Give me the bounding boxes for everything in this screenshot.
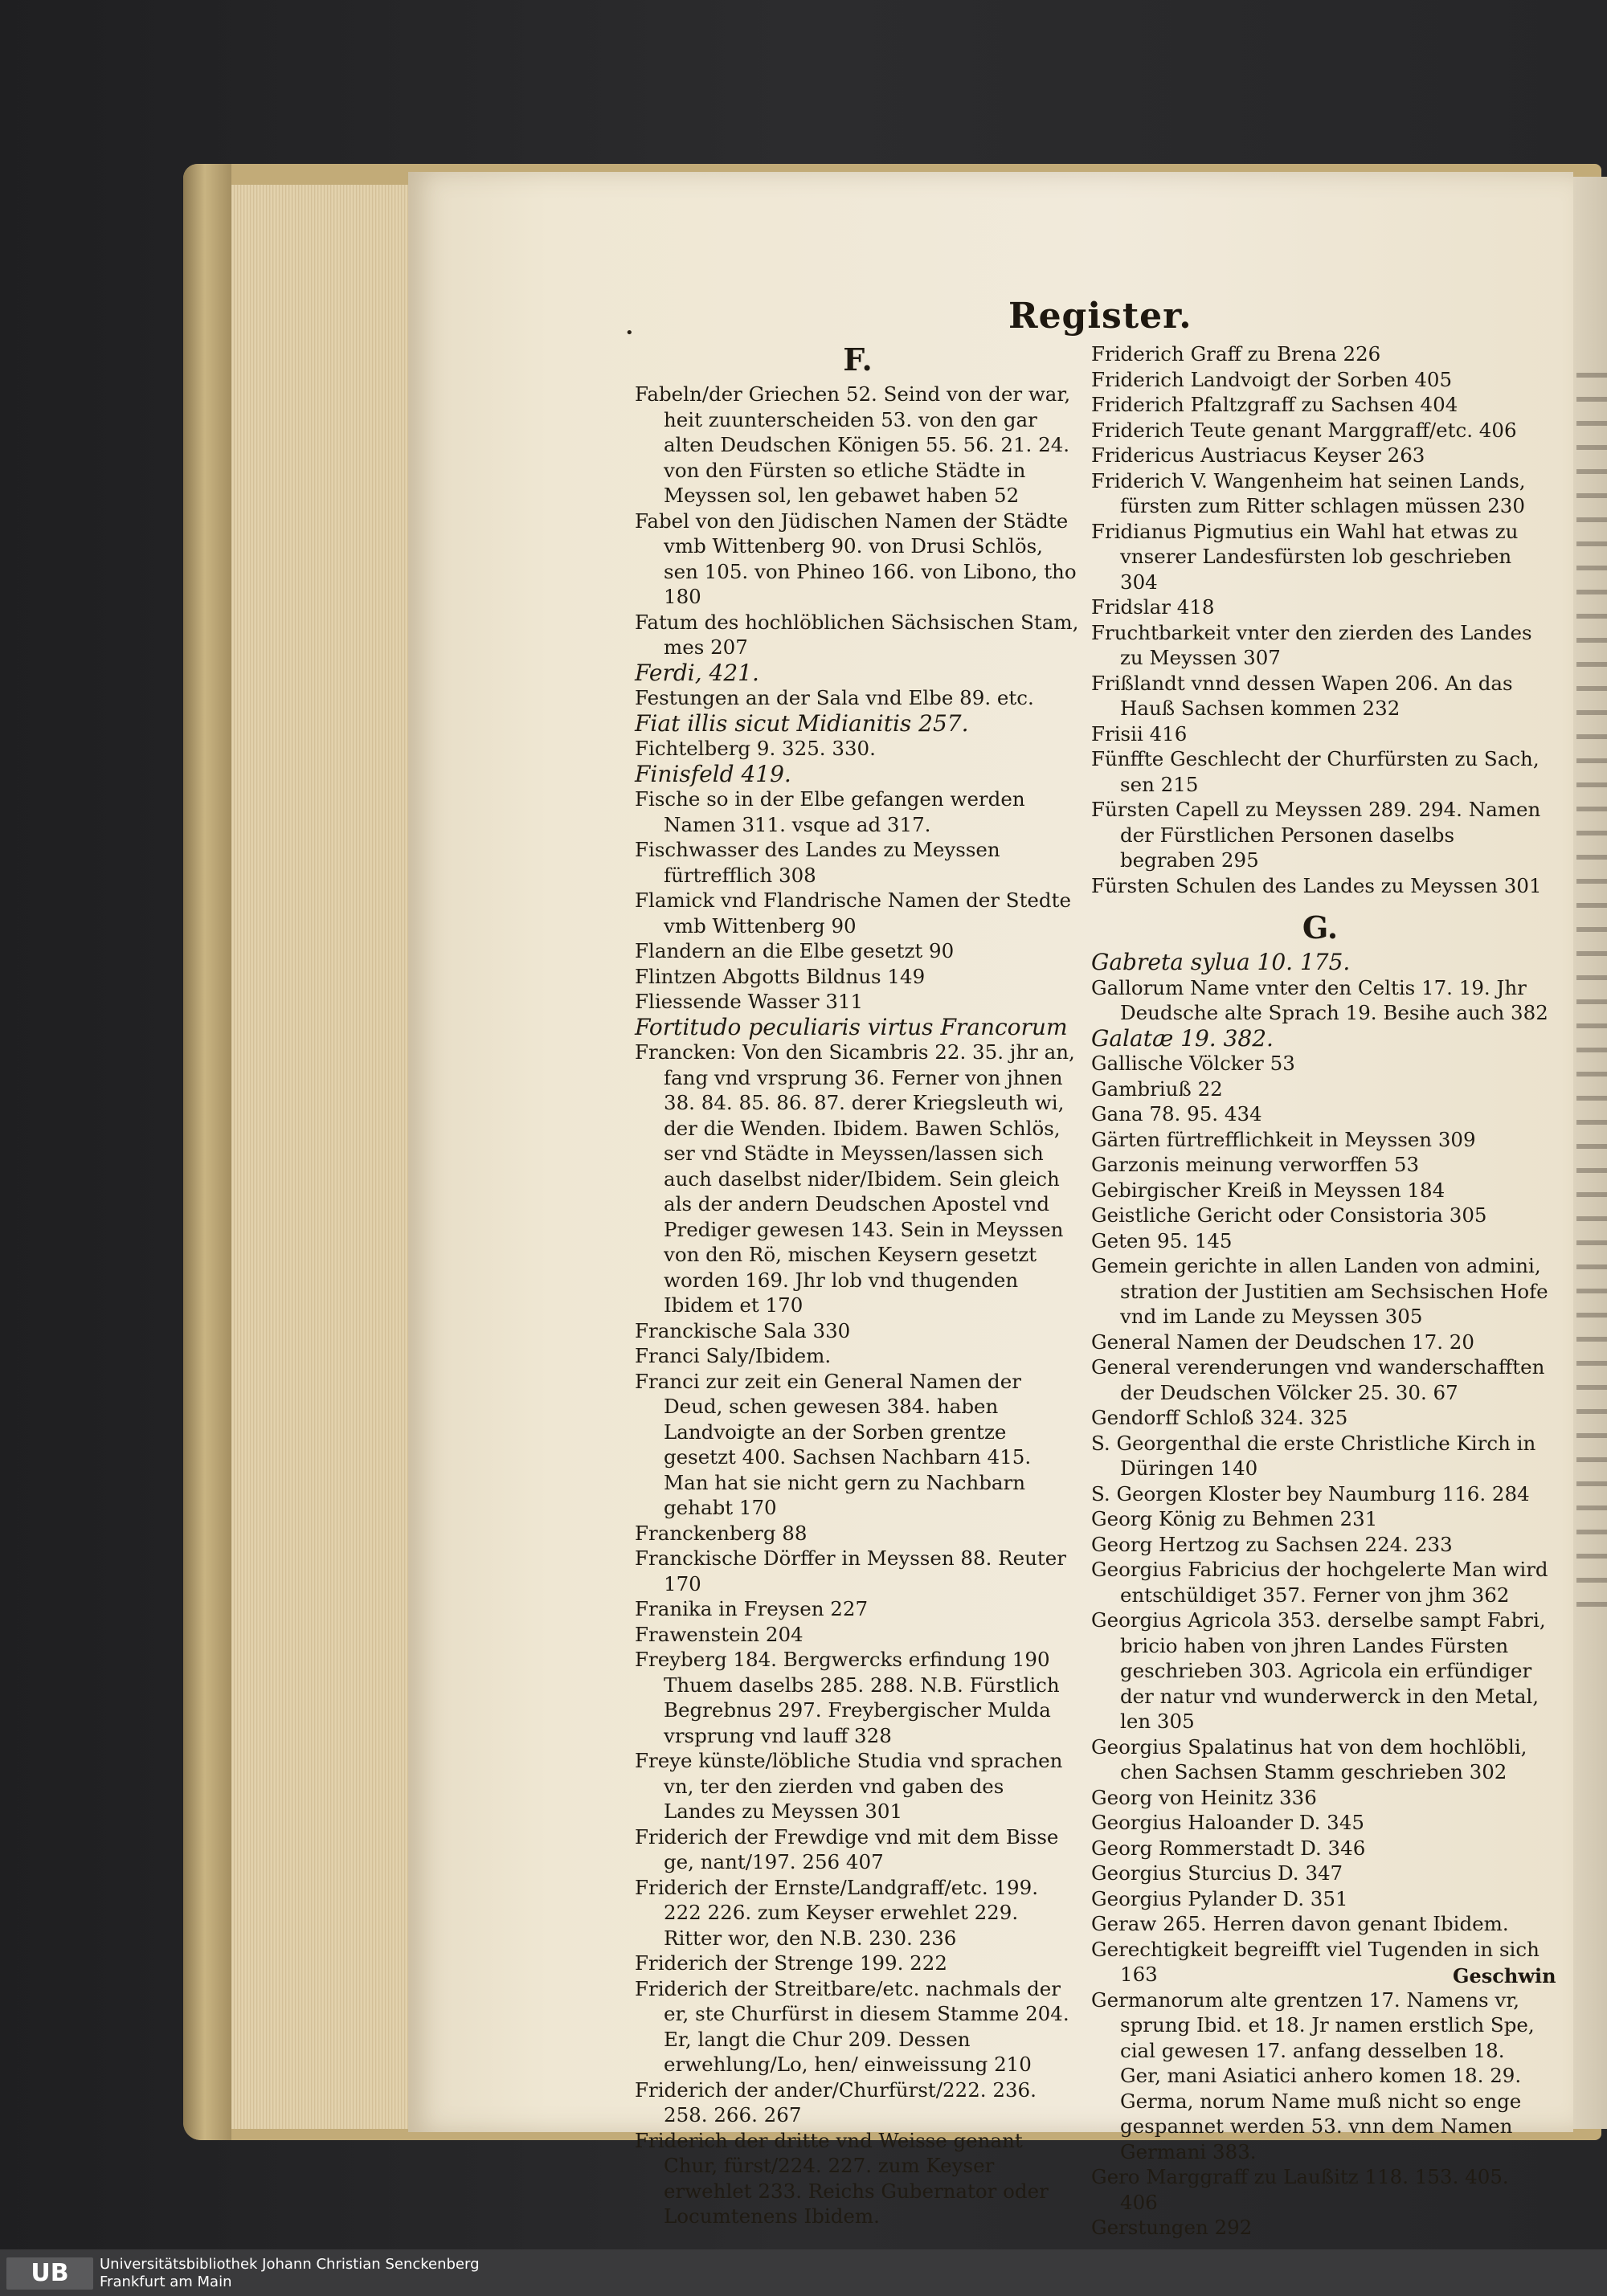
register-entry: Garzonis meinung verworffen 53: [1091, 1153, 1420, 1176]
register-entry: Georg Hertzog zu Sachsen 224. 233: [1091, 1532, 1453, 1556]
register-entry: Fridslar 418: [1091, 595, 1215, 619]
register-entry: Flamick vnd Flandrische Namen der Stedte vmb Wittenberg 90: [635, 889, 1071, 938]
register-entry: Fruchtbarkeit vnter den zierden des Landes zu Meyssen 307: [1091, 620, 1532, 669]
left-entries: [635, 382, 1081, 2229]
register-entry: Gabreta sylua 10. 175.: [1091, 949, 1351, 975]
register-entry: Galatæ 19. 382.: [1091, 1024, 1274, 1052]
register-entry: Fabel von den Jüdischen Namen der Städte vmb Wittenberg 90. von Drusi Schlös, sen 105. von Phineo 166. von Libono, tho 180: [635, 509, 1077, 608]
register-entry: Georgius Sturcius D. 347: [1091, 1861, 1343, 1885]
register-entry: Georgius Pylander D. 351: [1091, 1886, 1348, 1910]
register-entry: Fürsten Schulen des Landes zu Meyssen 301: [1091, 873, 1542, 897]
register-entry: Georgius Spalatinus hat von dem hochlöbli, chen Sachsen Stamm geschrieben 302: [1091, 1734, 1527, 1783]
register-entry: Fürsten Capell zu Meyssen 289. 294. Namen der Fürstlichen Personen daselbs begraben 295: [1091, 798, 1541, 872]
register-entry: Fischwasser des Landes zu Meyssen fürtrefflich 308: [635, 838, 1000, 887]
register-entry: Gallorum Name vnter den Celtis 17. 19. Jhr Deudsche alte Sprach 19. Besihe auch 382: [1091, 975, 1548, 1024]
register-entry: Georg König zu Behmen 231: [1091, 1507, 1378, 1530]
register-entry: Fridianus Pigmutius ein Wahl hat etwas zu vnserer Landesfürsten lob geschrieben 304: [1091, 519, 1519, 594]
register-entry: Georgius Fabricius der hochgelerte Man wird entschüldiget 357. Ferner von jhm 362: [1091, 1558, 1548, 1607]
library-logo: UB: [6, 2257, 93, 2290]
register-entry: Georg Rommerstadt D. 346: [1091, 1836, 1366, 1860]
register-entry: Franckenberg 88: [635, 1521, 808, 1545]
register-entry: Georgius Agricola 353. derselbe sampt Fabri, bricio haben von jhren Landes Fürsten geschrieben 303. Agricola ein erfündiger der natur vnd wunderwerck in den Metal, len 305: [1091, 1608, 1546, 1733]
register-entry: Gendorff Schloß 324. 325: [1091, 1406, 1348, 1429]
register-entry: Fatum des hochlöblichen Sächsischen Stam, mes 207: [635, 610, 1079, 659]
register-entry: Francken: Von den Sicambris 22. 35. jhr an, fang vnd vrsprung 36. Ferner von jhnen 38. 84. 85. 86. 87. derer Kriegsleuth wi, der die Wenden. Ibidem. Bawen Schlös, ser vnd Städte in Meyssen/lassen sich auch daselbst nider/Ibidem. Sein gleich als der andern Deudschen Apostel vnd Prediger gewesen 143. Sein in Meyssen von den Rö, mischen Keysern gesetzt worden 169. Jhr lob vnd thugenden Ibidem et 170: [635, 1040, 1075, 1317]
register-entry: Gerstungen 292: [1091, 2216, 1253, 2239]
register-entry: Fichtelberg 9. 325. 330.: [635, 737, 876, 760]
register-entry: Geten 95. 145: [1091, 1228, 1233, 1252]
institution-name: [100, 2256, 480, 2291]
register-entry: Geistliche Gericht oder Consistoria 305: [1091, 1203, 1487, 1227]
section-letter: F.: [843, 341, 873, 378]
register-entry: Friderich Landvoigt der Sorben 405: [1091, 367, 1453, 391]
register-entry: Franci Saly/Ibidem.: [635, 1344, 832, 1367]
register-entry: Georgius Haloander D. 345: [1091, 1811, 1364, 1834]
register-entry: Franckische Sala 330: [635, 1318, 851, 1342]
corner-mark: •: [625, 325, 634, 341]
register-entry: Gärten fürtrefflichkeit in Meyssen 309: [1091, 1127, 1476, 1151]
register-entry: Freyberg 184. Bergwercks erfindung 190 Thuem daselbs 285. 288. N.B. Fürstlich Begrebnus 297. Freybergischer Mulda vrsprung vnd lauff 328: [635, 1648, 1060, 1747]
register-entry: General verenderungen vnd wanderschafften der Deudschen Völcker 25. 30. 67: [1091, 1355, 1545, 1404]
register-entry: S. Georgen Kloster bey Naumburg 116. 284: [1091, 1481, 1530, 1505]
next-page-text-lines: [1576, 353, 1607, 1607]
register-entry: Franckische Dörffer in Meyssen 88. Reuter 170: [635, 1546, 1066, 1595]
register-entry: Finisfeld 419.: [635, 760, 791, 787]
register-entry: Friderich Pfaltzgraff zu Sachsen 404: [1091, 393, 1458, 416]
institution-line-2: Frankfurt am Main: [100, 2274, 232, 2290]
register-entry: Fliessende Wasser 311: [635, 990, 864, 1013]
register-entry: Franci zur zeit ein General Namen der Deud, schen gewesen 384. haben Landvoigte an der Sorben grentze gesetzt 400. Sachsen Nachbarn 415. Man hat sie nicht gern zu Nachbarn gehabt 170: [635, 1369, 1032, 1519]
running-head: Register.: [1008, 296, 1192, 337]
register-entry: Friderich der dritte vnd Weisse genant Chur, fürst/224. 227. zum Keyser erwehlet 233. Reichs Gubernator oder Locumtenens Ibidem.: [635, 2128, 1049, 2228]
book-spine: [183, 164, 231, 2140]
register-entry: Fortitudo peculiaris virtus Francorum: [635, 1013, 1068, 1040]
institution-line-1: Universitätsbibliothek Johann Christian Senckenberg: [100, 2256, 480, 2273]
register-entry: Flintzen Abgotts Bildnus 149: [635, 964, 926, 988]
register-entry: Friderich der ander/Churfürst/222. 236. 258. 266. 267: [635, 2077, 1037, 2126]
register-entry: Fünffte Geschlecht der Churfürsten zu Sach, sen 215: [1091, 747, 1540, 796]
register-entry: Festungen an der Sala vnd Elbe 89. etc.: [635, 686, 1034, 709]
register-entry: Friderich V. Wangenheim hat seinen Lands, fürsten zum Ritter schlagen müssen 230: [1091, 468, 1526, 517]
register-entry: Fabeln/der Griechen 52. Seind von der war, heit zuunterscheiden 53. von den gar alten Deudschen Königen 55. 56. 21. 24. von den Fürsten so etliche Städte in Meyssen sol, len gebawet haben 52: [635, 382, 1071, 507]
register-entry: General Namen der Deudschen 17. 20: [1091, 1330, 1474, 1354]
register-entry: Gerechtigkeit begreifft viel Tugenden in sich 163: [1091, 1937, 1540, 1986]
register-entry: Friderich der Strenge 199. 222: [635, 1951, 947, 1975]
register-entry: Frißlandt vnnd dessen Wapen 206. An das Hauß Sachsen kommen 232: [1091, 671, 1513, 720]
register-entry: Geraw 265. Herren davon genant Ibidem.: [1091, 1912, 1509, 1935]
register-entry: Flandern an die Elbe gesetzt 90: [635, 939, 955, 962]
register-entry: Friderich der Streitbare/etc. nachmals der er, ste Churfürst in diesem Stamme 204. Er, langt die Chur 209. Dessen erwehlung/Lo, hen/ einweissung 210: [635, 1976, 1069, 2076]
page-edges: [231, 185, 410, 2129]
register-entry: S. Georgenthal die erste Christliche Kirch in Düringen 140: [1091, 1431, 1536, 1480]
register-entry: Friderich Graff zu Brena 226: [1091, 342, 1381, 366]
right-entries-before: [1091, 341, 1549, 898]
register-entry: Fische so in der Elbe gefangen werden Namen 311. vsque ad 317.: [635, 787, 1025, 836]
register-entry: Gana 78. 95. 434: [1091, 1102, 1262, 1126]
register-entry: Fridericus Austriacus Keyser 263: [1091, 443, 1425, 467]
left-column: [635, 341, 1081, 2229]
register-entry: Fiat illis sicut Midianitis 257.: [635, 709, 969, 737]
register-entry: Georg von Heinitz 336: [1091, 1785, 1317, 1809]
right-entries-after: [1091, 950, 1549, 2241]
register-entry: Friderich der Ernste/Landgraff/etc. 199. 222 226. zum Keyser erwehlet 229. Ritter wor, den N.B. 230. 236: [635, 1875, 1038, 1950]
register-entry: Gebirgischer Kreiß in Meyssen 184: [1091, 1178, 1445, 1202]
register-entry: Gero Marggraff zu Laußitz 118. 153. 405. 406: [1091, 2165, 1509, 2214]
section-letter: G.: [1302, 909, 1339, 946]
register-entry: Franika in Freysen 227: [635, 1597, 869, 1620]
register-entry: Gemein gerichte in allen Landen von admini, stration der Justitien am Sechsischen Hofe vnd im Lande zu Meyssen 305: [1091, 1254, 1548, 1328]
register-entry: Ferdi, 421.: [635, 659, 759, 686]
register-entry: Germanorum alte grentzen 17. Namens vr, sprung Ibid. et 18. Jr namen erstlich Spe, cial gewesen 17. anfang desselben 18. Ger, mani Asiatici anhero komen 18. 29. Germa, norum Name muß nicht so enge gespannet werden 53. vnn dem Namen Germani 383.: [1091, 1988, 1535, 2163]
catchword: Geschwin: [1453, 1964, 1556, 1988]
register-entry: Frisii 416: [1091, 721, 1188, 746]
register-entry: Freye künste/löbliche Studia vnd sprachen vn, ter den zierden vnd gaben des Landes zu Meyssen 301: [635, 1749, 1063, 1823]
register-entry: Gallische Völcker 53: [1091, 1052, 1295, 1075]
register-entry: Gambriuß 22: [1091, 1077, 1223, 1101]
register-entry: Friderich Teute genant Marggraff/etc. 406: [1091, 418, 1517, 442]
right-column: [1091, 341, 1549, 2241]
register-entry: Frawenstein 204: [635, 1622, 804, 1646]
register-entry: Friderich der Frewdige vnd mit dem Bisse ge, nant/197. 256 407: [635, 1824, 1059, 1873]
